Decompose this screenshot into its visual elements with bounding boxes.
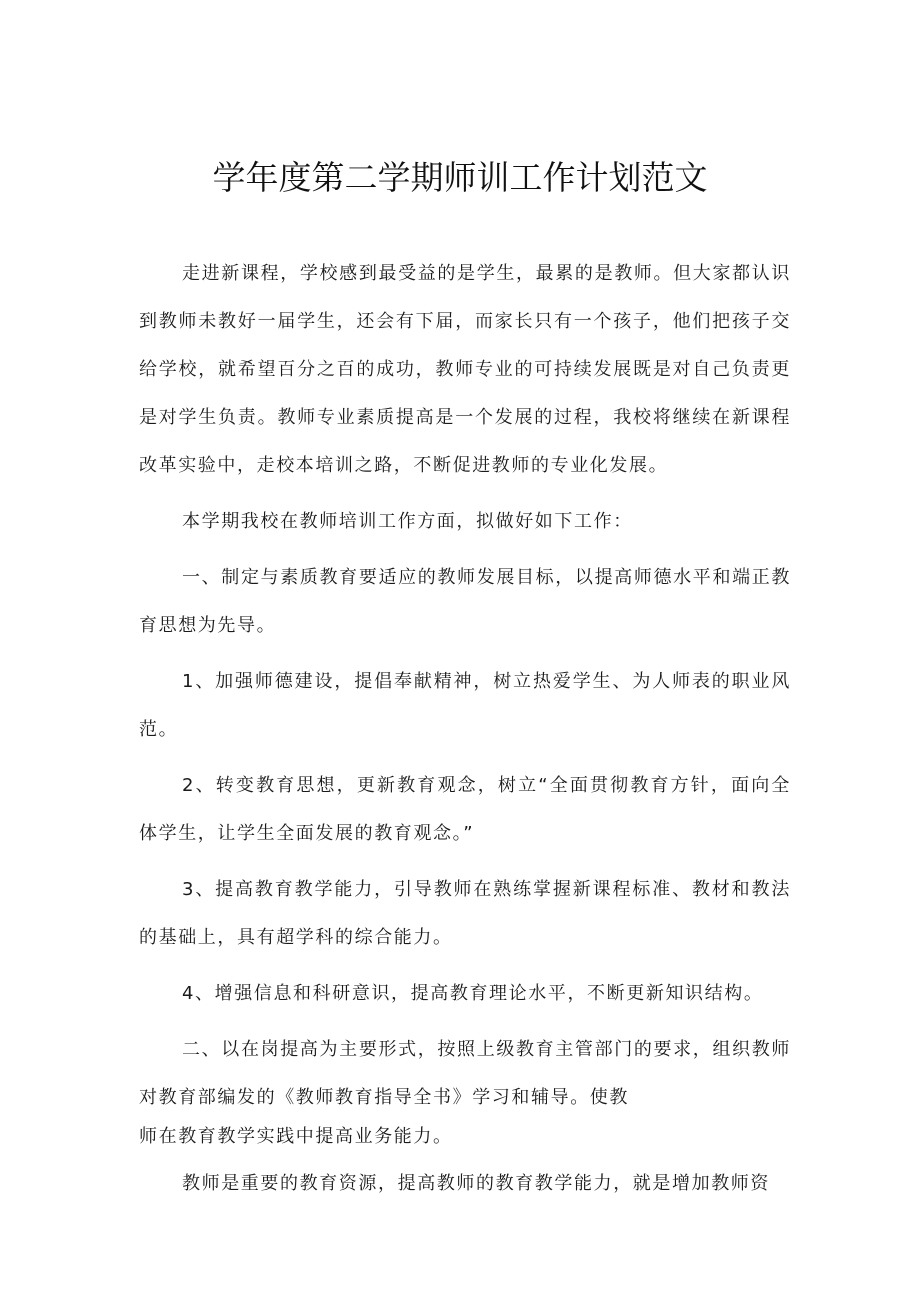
document-body <box>139 250 791 1208</box>
paragraph-section-two-continuation: 师在教育教学实践中提高业务能力。 <box>139 1126 453 1147</box>
paragraph-section-one: 一、制定与素质教育要适应的教师发展目标，以提高师德水平和端正教育思想为先导。 <box>139 567 791 636</box>
paragraph-item-1: 1、加强师德建设，提倡奉献精神，树立热爱学生、为人师表的职业风范。 <box>139 671 791 740</box>
paragraph-plan-intro: 本学期我校在教师培训工作方面，拟做好如下工作： <box>182 511 633 532</box>
paragraph-section-two: 二、以在岗提高为主要形式，按照上级教育主管部门的要求，组织教师对教育部编发的《教师教育指导全书》学习和辅导。使教 <box>139 1039 791 1108</box>
document-title: 学年度第二学期师训工作计划范文 <box>212 158 708 197</box>
paragraph-last: 教师是重要的教育资源，提高教师的教育教学能力，就是增加教师资 <box>182 1173 770 1194</box>
paragraph-item-4: 4、增强信息和科研意识，提高教育理论水平，不断更新知识结构。 <box>182 983 764 1004</box>
paragraph-item-3: 3、提高教育教学能力，引导教师在熟练掌握新课程标准、教材和教法的基础上，具有超学科的综合能力。 <box>139 879 791 948</box>
paragraph-item-2: 2、转变教育思想，更新教育观念，树立“全面贯彻教育方针，面向全体学生，让学生全面发展的教育观念。” <box>139 775 791 844</box>
paragraph-intro: 走进新课程，学校感到最受益的是学生，最累的是教师。但大家都认识到教师未教好一届学生，还会有下届，而家长只有一个孩子，他们把孩子交给学校，就希望百分之百的成功，教师专业的可持续发展既是对自己负责更是对学生负责。教师专业素质提高是一个发展的过程，我校将继续在新课程改革实验中，走校本培训之路，不断促进教师的专业化发展。 <box>139 263 791 476</box>
